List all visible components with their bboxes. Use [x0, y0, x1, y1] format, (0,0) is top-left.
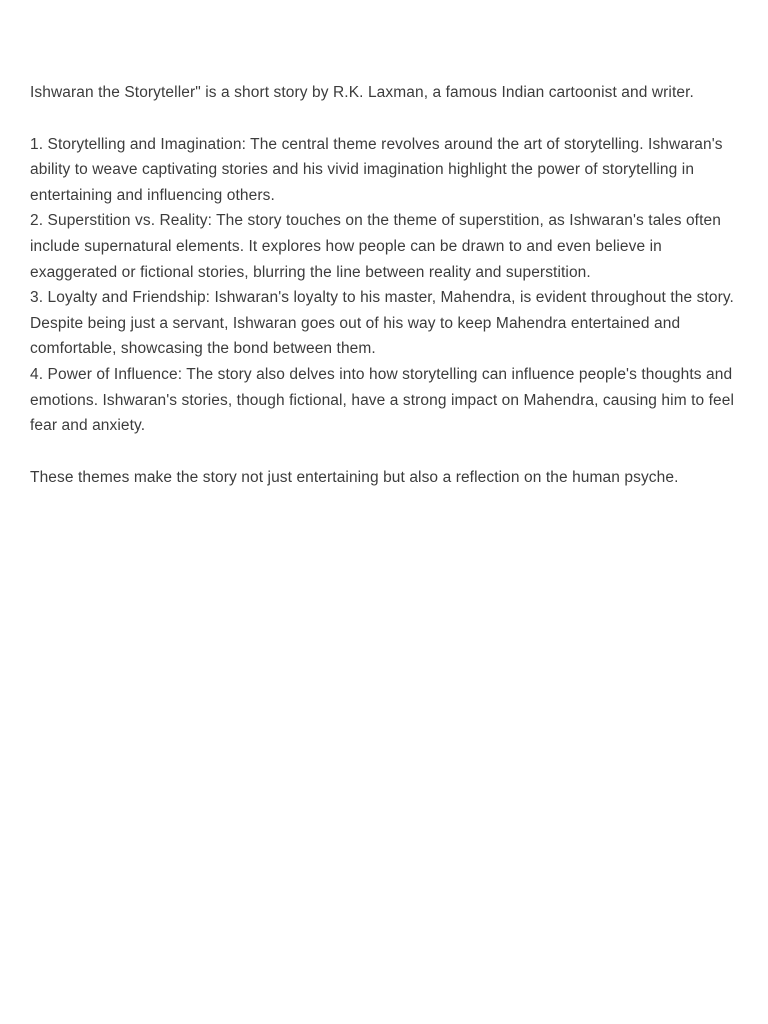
spacer [30, 106, 746, 132]
theme-item-3: 3. Loyalty and Friendship: Ishwaran's loyalty to his master, Mahendra, is evident throughout the story. Despite being just a servant, Ishwaran goes out of his way to keep Mahendra entertained and comfortable, showcasing the bond between them. [30, 289, 734, 358]
theme-item-1: 1. Storytelling and Imagination: The central theme revolves around the art of storytelling. Ishwaran's ability to weave captivating stories and his vivid imagination highlight the power of storytelling in entertaining and influencing others. [30, 135, 723, 204]
spacer [30, 439, 746, 465]
conclusion-paragraph: These themes make the story not just entertaining but also a reflection on the human psyche. [30, 468, 679, 486]
document-body [30, 80, 746, 490]
theme-item-4: 4. Power of Influence: The story also delves into how storytelling can influence people's thoughts and emotions. Ishwaran's stories, though fictional, have a strong impact on Mahendra, causing him to feel fear and anxiety. [30, 365, 735, 435]
theme-item-2: 2. Superstition vs. Reality: The story touches on the theme of superstition, as Ishwaran's tales often include supernatural elements. It explores how people can be drawn to and even believe in exaggerated or fictional stories, blurring the line between reality and superstition. [30, 212, 721, 281]
intro-paragraph: Ishwaran the Storyteller" is a short story by R.K. Laxman, a famous Indian cartoonist and writer. [30, 84, 694, 101]
